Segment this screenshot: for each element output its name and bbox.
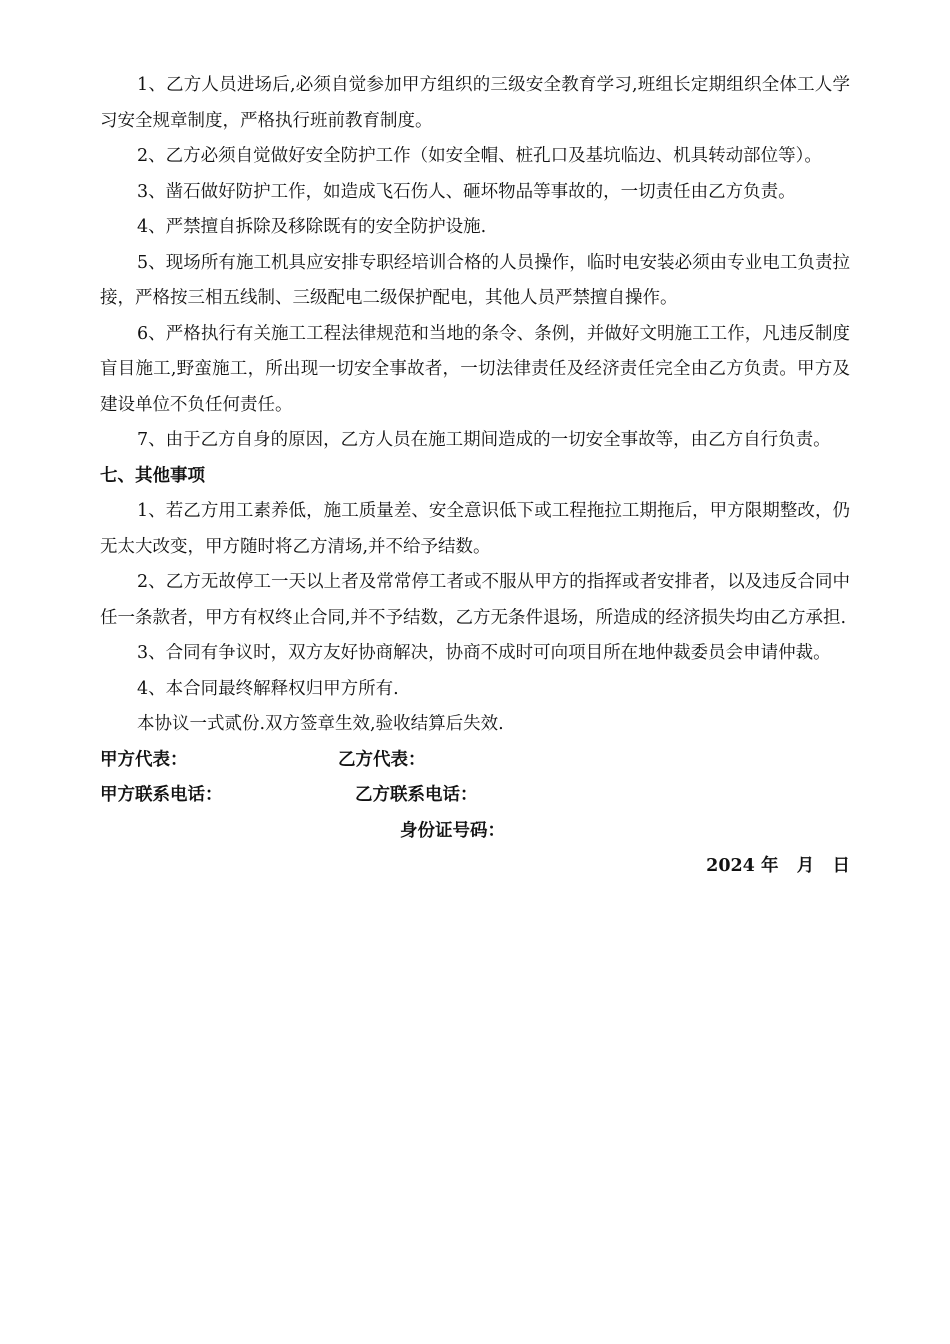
safety-item-7: 7、由于乙方自身的原因，乙方人员在施工期间造成的一切安全事故等，由乙方自行负责。 (137, 430, 831, 450)
other-item-2: 2、乙方无故停工一天以上者及常常停工者或不服从甲方的指挥或者安排者，以及违反合同中任一条款者，甲方有权终止合同,并不予结数，乙方无条件退场，所造成的经济损失均由乙方承担. (100, 572, 850, 628)
section-title-other-matters: 七、其他事项 (100, 465, 205, 486)
party-a-phone-label: 甲方联系电话： (100, 785, 223, 805)
id-number-label: 身份证号码： (400, 820, 505, 841)
other-item-4: 4、本合同最终解释权归甲方所有. (137, 678, 399, 699)
agreement-validity: 本协议一式贰份.双方签章生效,验收结算后失效. (137, 714, 504, 734)
other-item-1: 1、若乙方用工素养低，施工质量差、安全意识低下或工程拖拉工期拖后，甲方限期整改，仍无太大改变，甲方随时将乙方清场,并不给予结数。 (100, 501, 850, 557)
signature-rep-row (100, 743, 850, 779)
safety-item-5: 5、现场所有施工机具应安排专职经培训合格的人员操作，临时电安装必须由专业电工负责拉接，严格按三相五线制、三级配电二级保护配电，其他人员严禁擅自操作。 (100, 252, 850, 308)
signing-date: 2024 年 月 日 (706, 856, 850, 876)
safety-item-1: 1、乙方人员进场后,必须自觉参加甲方组织的三级安全教育学习,班组长定期组织全体工人学习安全规章制度，严格执行班前教育制度。 (100, 75, 850, 131)
safety-item-4: 4、严禁擅自拆除及移除既有的安全防护设施. (137, 217, 487, 237)
safety-item-3: 3、凿石做好防护工作，如造成飞石伤人、砸坏物品等事故的，一切责任由乙方负责。 (137, 181, 796, 202)
party-b-rep-label: 乙方代表： (338, 749, 426, 770)
party-a-rep-label: 甲方代表： (100, 749, 188, 770)
contract-page (100, 68, 850, 885)
signature-id-row (100, 814, 850, 850)
party-b-phone-label: 乙方联系电话： (355, 785, 478, 805)
other-item-3: 3、合同有争议时，双方友好协商解决，协商不成时可向项目所在地仲裁委员会申请仲裁。 (137, 643, 831, 663)
safety-item-2: 2、乙方必须自觉做好安全防护工作（如安全帽、桩孔口及基坑临边、机具转动部位等）。 (137, 146, 822, 166)
safety-item-6: 6、严格执行有关施工工程法律规范和当地的条令、条例，并做好文明施工工作，凡违反制度盲目施工,野蛮施工，所出现一切安全事故者，一切法律责任及经济责任完全由乙方负责。甲方及建设单位不负任何责任。 (100, 323, 850, 415)
signature-phone-row (100, 778, 850, 814)
